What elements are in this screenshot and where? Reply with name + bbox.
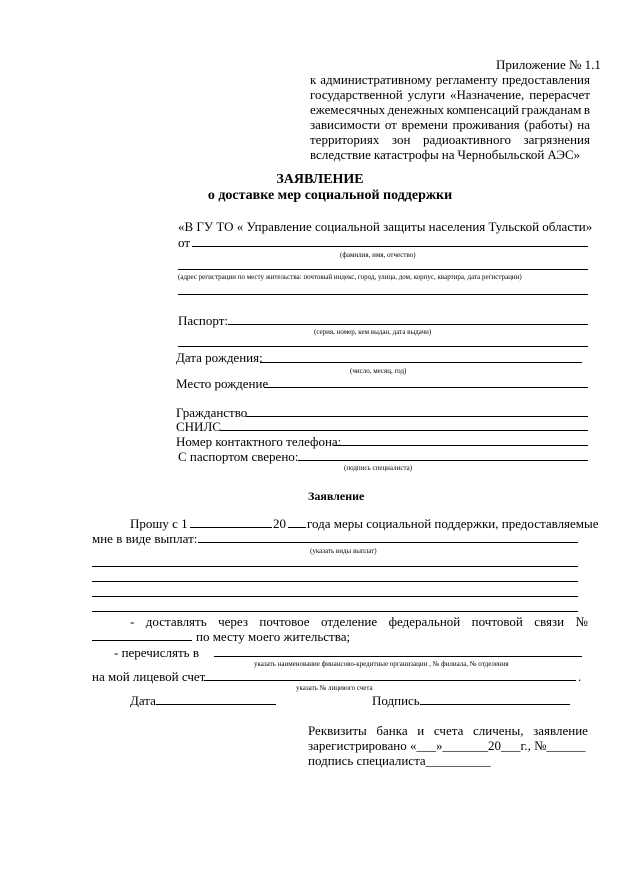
transfer-hint: указать наименование финансово-кредитные организации , № филиала, № отделения: [254, 660, 509, 668]
deliver-word: связи: [534, 614, 565, 629]
payments-line-4[interactable]: [92, 596, 578, 597]
ask-line2: мне в виде выплат:: [92, 531, 198, 546]
passport-line[interactable]: [228, 324, 588, 325]
account-line[interactable]: [204, 680, 576, 681]
citizenship-label: Гражданство: [176, 405, 248, 420]
appendix-line: вследствие катастрофы на Чернобыльской АЭС»: [310, 147, 581, 162]
passport-label: Паспорт:: [178, 313, 229, 328]
footer-word: и: [417, 723, 425, 738]
address-hint: (адрес регистрации по месту жительства: почтовый индекс, город, улица, дом, корпус, квартира, дата регистрации): [178, 273, 522, 281]
verified-label: С паспортом сверено:: [178, 449, 299, 464]
document-title: ЗАЯВЛЕНИЕ: [276, 172, 364, 187]
deliver-word: через: [218, 614, 248, 629]
signature-line[interactable]: [420, 704, 570, 705]
payments-hint: (указать виды выплат): [310, 547, 377, 555]
deliver-word: -: [130, 614, 135, 629]
birth-date-label: Дата рождения:: [176, 350, 263, 365]
snils-label: СНИЛС: [176, 419, 221, 434]
birth-place-line[interactable]: [264, 387, 588, 388]
snils-line[interactable]: [220, 430, 588, 431]
date-line[interactable]: [156, 704, 276, 705]
signature-label: Подпись: [372, 693, 420, 708]
appendix-number: Приложение № 1.1: [496, 57, 601, 72]
bank-line[interactable]: [214, 656, 582, 657]
birth-date-line[interactable]: [260, 362, 582, 363]
ask-date-line[interactable]: [190, 527, 272, 528]
ask-end: года меры социальной поддержки, предоставляемые: [307, 516, 599, 531]
phone-label: Номер контактного телефона:: [176, 434, 342, 449]
from-label: от: [178, 235, 191, 250]
verified-hint: (подпись специалиста): [344, 464, 413, 472]
post-office-number-line[interactable]: [92, 640, 192, 641]
address-line-2[interactable]: [178, 294, 588, 295]
footer-line-3: подпись специалиста__________: [308, 753, 491, 768]
address-line-1[interactable]: [178, 269, 588, 270]
account-hint: указать № лицевого счета: [296, 684, 373, 692]
appendix-line: государственной услуги «Назначение, перерасчет: [310, 87, 590, 102]
footer-line-1: [308, 723, 588, 738]
payments-line-2[interactable]: [92, 566, 578, 567]
footer-word: банка: [376, 723, 408, 738]
appendix-line: территориях зон радиоактивного загрязнения: [310, 132, 590, 147]
birth-place-label: Место рождение: [176, 376, 269, 391]
citizenship-line[interactable]: [246, 416, 588, 417]
account-label: на мой лицевой счет: [92, 669, 206, 684]
date-label: Дата: [130, 693, 156, 708]
ask-start: Прошу с 1: [130, 516, 188, 531]
ask-year: 20: [273, 516, 286, 531]
passport-line-2[interactable]: [178, 346, 588, 347]
footer-word: Реквизиты: [308, 723, 367, 738]
payments-line-3[interactable]: [92, 581, 578, 582]
account-dot: .: [578, 669, 582, 684]
appendix-line: к административному регламенту предоставления: [310, 72, 590, 87]
deliver-word: федеральной: [388, 614, 461, 629]
deliver-word: отделение: [321, 614, 378, 629]
document-subtitle: о доставке мер социальной поддержки: [207, 188, 453, 203]
fio-line[interactable]: [192, 246, 588, 247]
addressee: «В ГУ ТО « Управление социальной защиты населения Тульской области»: [178, 219, 593, 234]
deliver-option: [130, 614, 588, 629]
payments-line[interactable]: [198, 542, 578, 543]
statement-heading: Заявление: [308, 489, 365, 503]
deliver-word: почтовое: [259, 614, 310, 629]
deliver-word: доставлять: [145, 614, 207, 629]
footer-word: сличены,: [473, 723, 524, 738]
footer-word: заявление: [533, 723, 588, 738]
transfer-label: - перечислять в: [114, 645, 199, 660]
phone-line[interactable]: [334, 445, 588, 446]
deliver-tail: по месту моего жительства;: [196, 629, 351, 644]
passport-hint: (серия, номер, кем выдан, дата выдачи): [314, 328, 432, 336]
appendix-line: ежемесячных денежных компенсаций гражданам в: [310, 102, 590, 117]
verified-line[interactable]: [298, 460, 588, 461]
footer-word: счета: [433, 723, 464, 738]
appendix-line: зависимости от времени проживания (работы) на: [310, 117, 590, 132]
deliver-word: почтовой: [471, 614, 523, 629]
deliver-word: №: [575, 614, 588, 629]
footer-line-2: зарегистрировано «___»_______20___г., №______: [308, 738, 586, 753]
fio-hint: (фамилия, имя, отчество): [340, 251, 416, 259]
birth-date-hint: (число, месяц, год): [350, 367, 407, 375]
ask-year-line[interactable]: [288, 527, 306, 528]
payments-line-5[interactable]: [92, 611, 578, 612]
